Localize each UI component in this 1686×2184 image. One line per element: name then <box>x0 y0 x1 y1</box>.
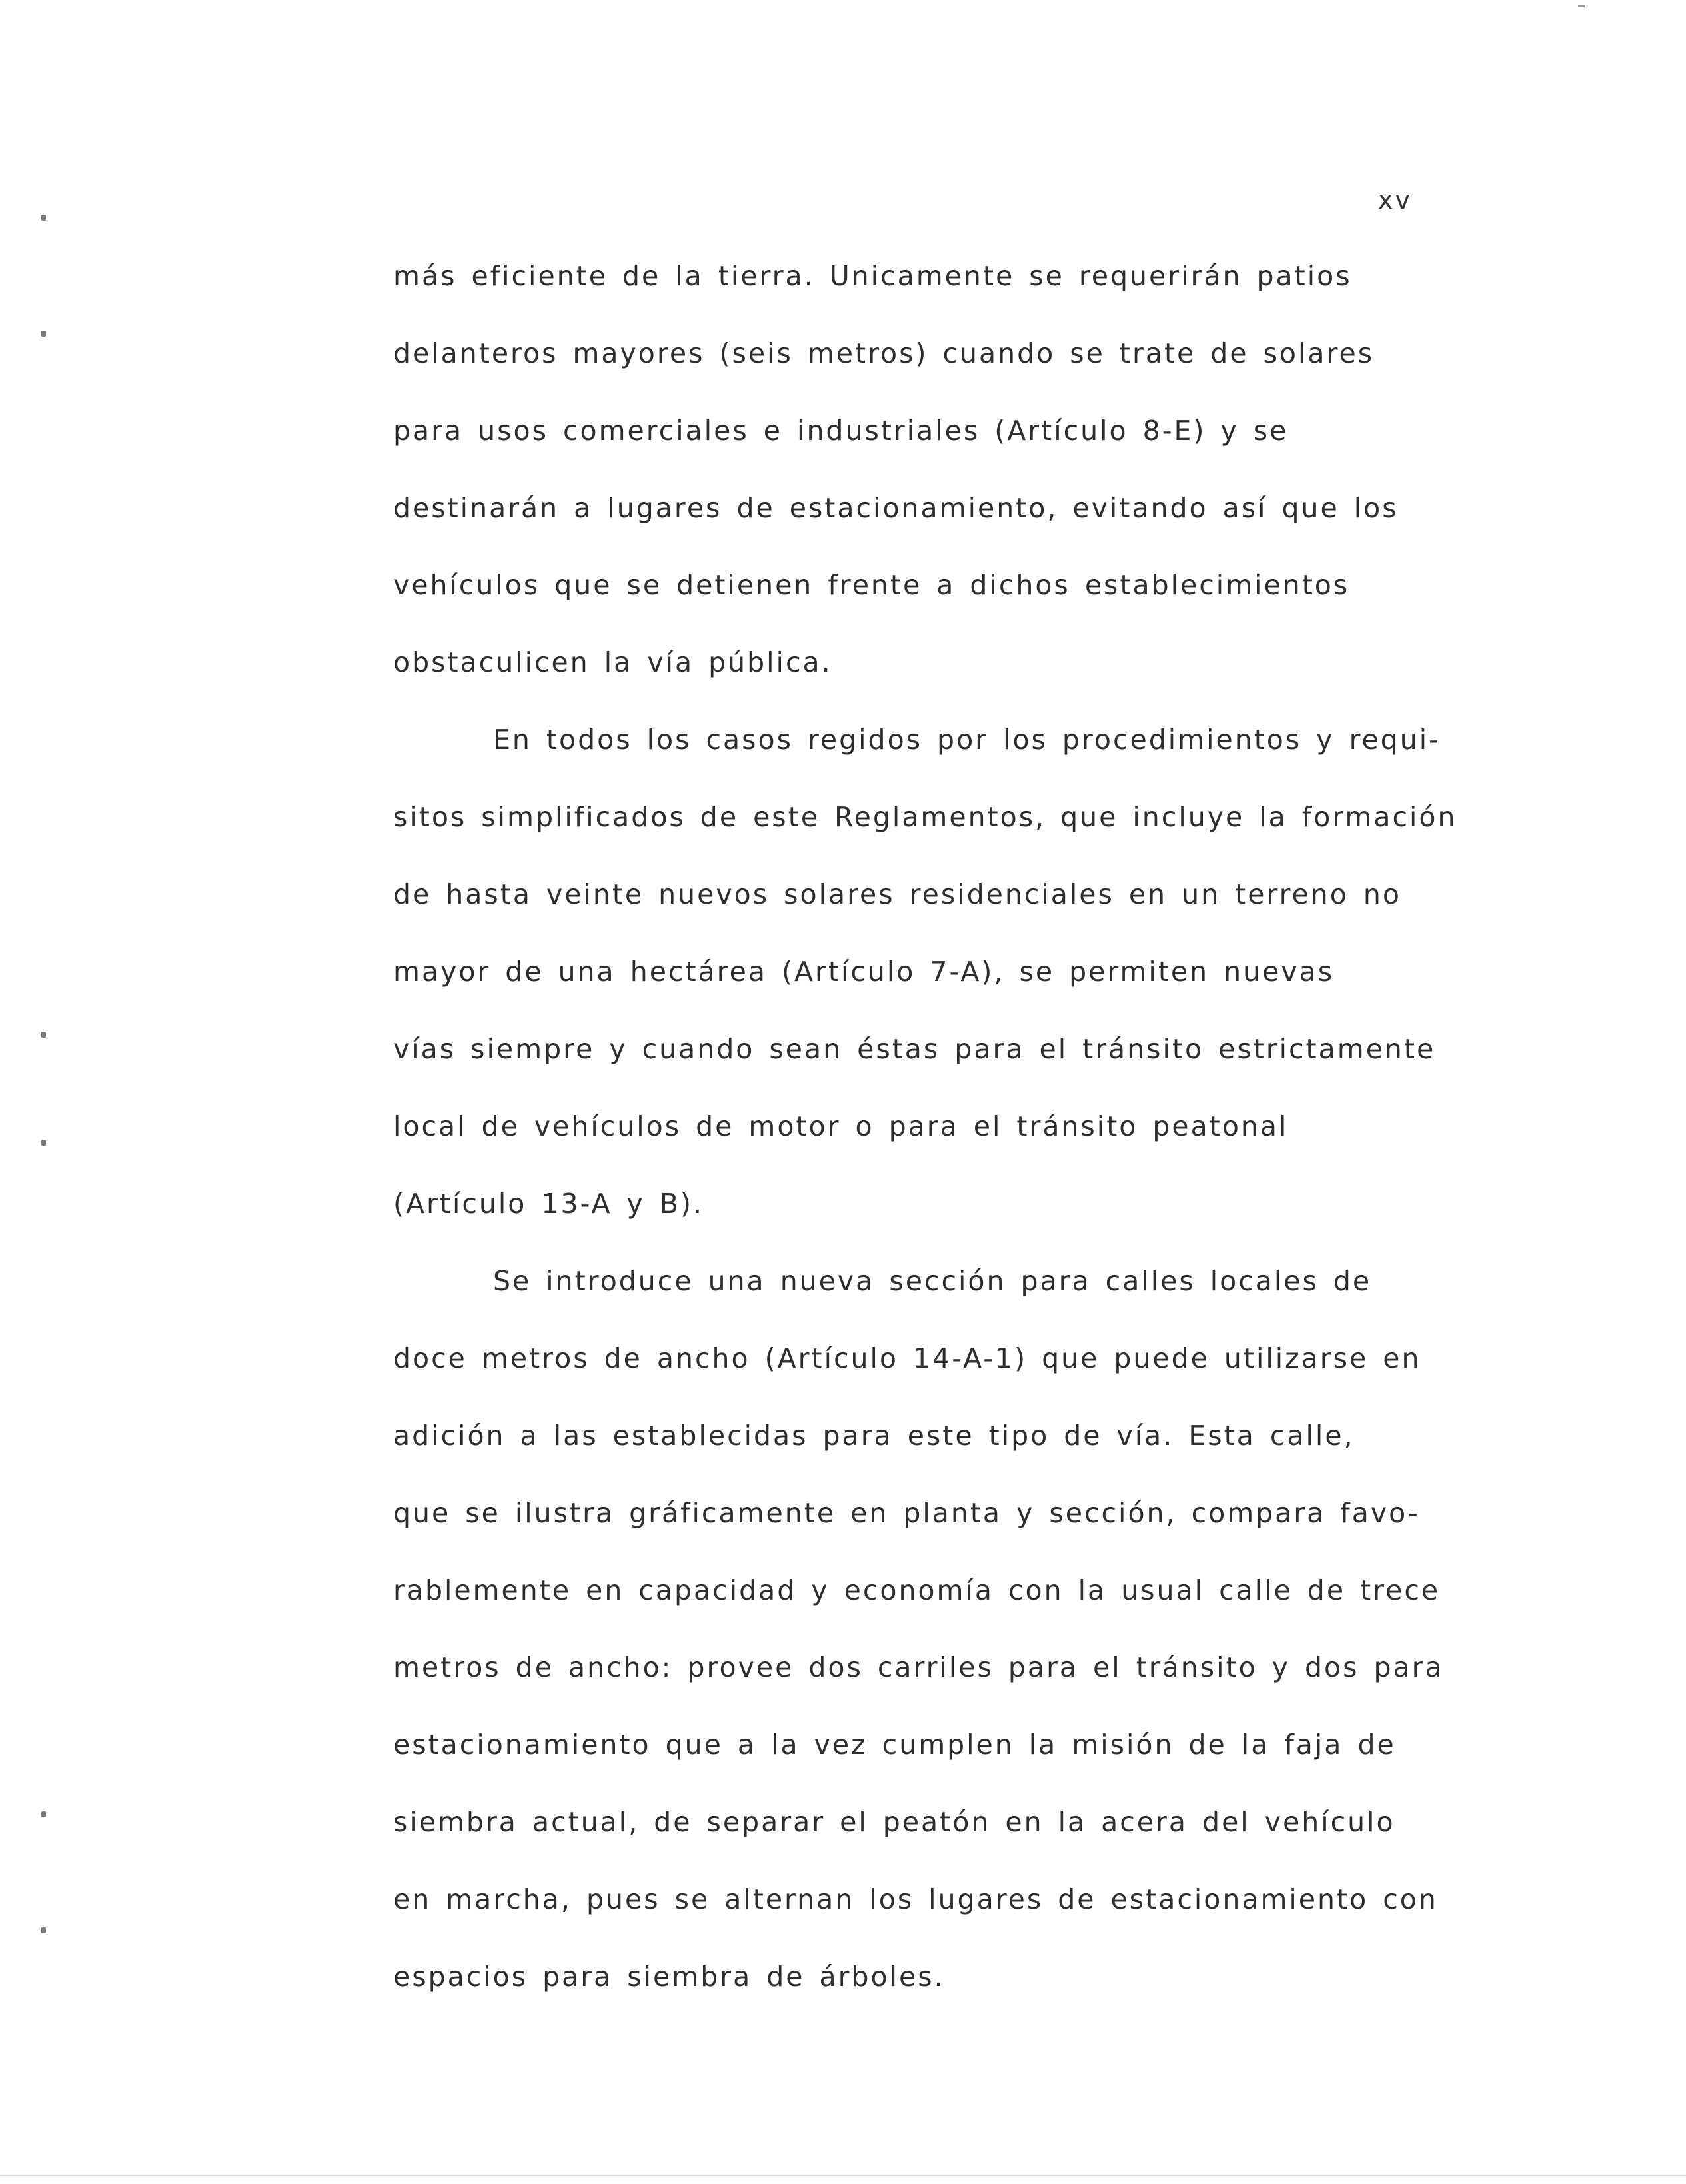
text-line: metros de ancho: provee dos carriles para el tránsito y dos para <box>393 1651 1444 1683</box>
text-line: mayor de una hectárea (Artículo 7-A), se permiten nuevas <box>393 956 1335 988</box>
text-line: (Artículo 13-A y B). <box>393 1188 704 1220</box>
margin-mark <box>41 1140 46 1146</box>
text-line: local de vehículos de motor o para el tránsito peatonal <box>393 1110 1289 1142</box>
corner-mark <box>1578 5 1585 7</box>
text-line: siembra actual, de separar el peatón en la acera del vehículo <box>393 1806 1395 1838</box>
margin-mark <box>41 215 46 221</box>
text-line: En todos los casos regidos por los procedimientos y requi- <box>493 724 1441 756</box>
bottom-edge-rule <box>0 2175 1686 2176</box>
page-number: xv <box>1378 185 1412 215</box>
text-line: espacios para siembra de árboles. <box>393 1961 945 1993</box>
text-line: de hasta veinte nuevos solares residenciales en un terreno no <box>393 878 1401 910</box>
text-line: para usos comerciales e industriales (Artículo 8-E) y se <box>393 415 1289 447</box>
text-line: que se ilustra gráficamente en planta y sección, compara favo- <box>393 1497 1420 1529</box>
text-line: destinarán a lugares de estacionamiento, evitando así que los <box>393 492 1399 524</box>
margin-mark <box>41 1927 46 1933</box>
margin-mark <box>41 331 46 337</box>
text-line: adición a las establecidas para este tipo de vía. Esta calle, <box>393 1420 1355 1452</box>
text-line: vías siempre y cuando sean éstas para el tránsito estrictamente <box>393 1033 1436 1065</box>
margin-mark <box>41 1032 46 1038</box>
text-line: doce metros de ancho (Artículo 14-A-1) que puede utilizarse en <box>393 1342 1421 1374</box>
text-line: obstaculicen la vía pública. <box>393 646 832 678</box>
text-line: Se introduce una nueva sección para calles locales de <box>493 1265 1372 1297</box>
text-line: más eficiente de la tierra. Unicamente se requerirán patios <box>393 260 1352 292</box>
text-line: rablemente en capacidad y economía con la usual calle de trece <box>393 1574 1441 1606</box>
text-line: estacionamiento que a la vez cumplen la misión de la faja de <box>393 1729 1396 1761</box>
text-line: vehículos que se detienen frente a dichos establecimientos <box>393 569 1350 601</box>
text-line: sitos simplificados de este Reglamentos, que incluye la formación <box>393 801 1457 833</box>
text-line: delanteros mayores (seis metros) cuando se trate de solares <box>393 337 1375 369</box>
text-line: en marcha, pues se alternan los lugares de estacionamiento con <box>393 1883 1438 1915</box>
margin-mark <box>41 1811 46 1817</box>
